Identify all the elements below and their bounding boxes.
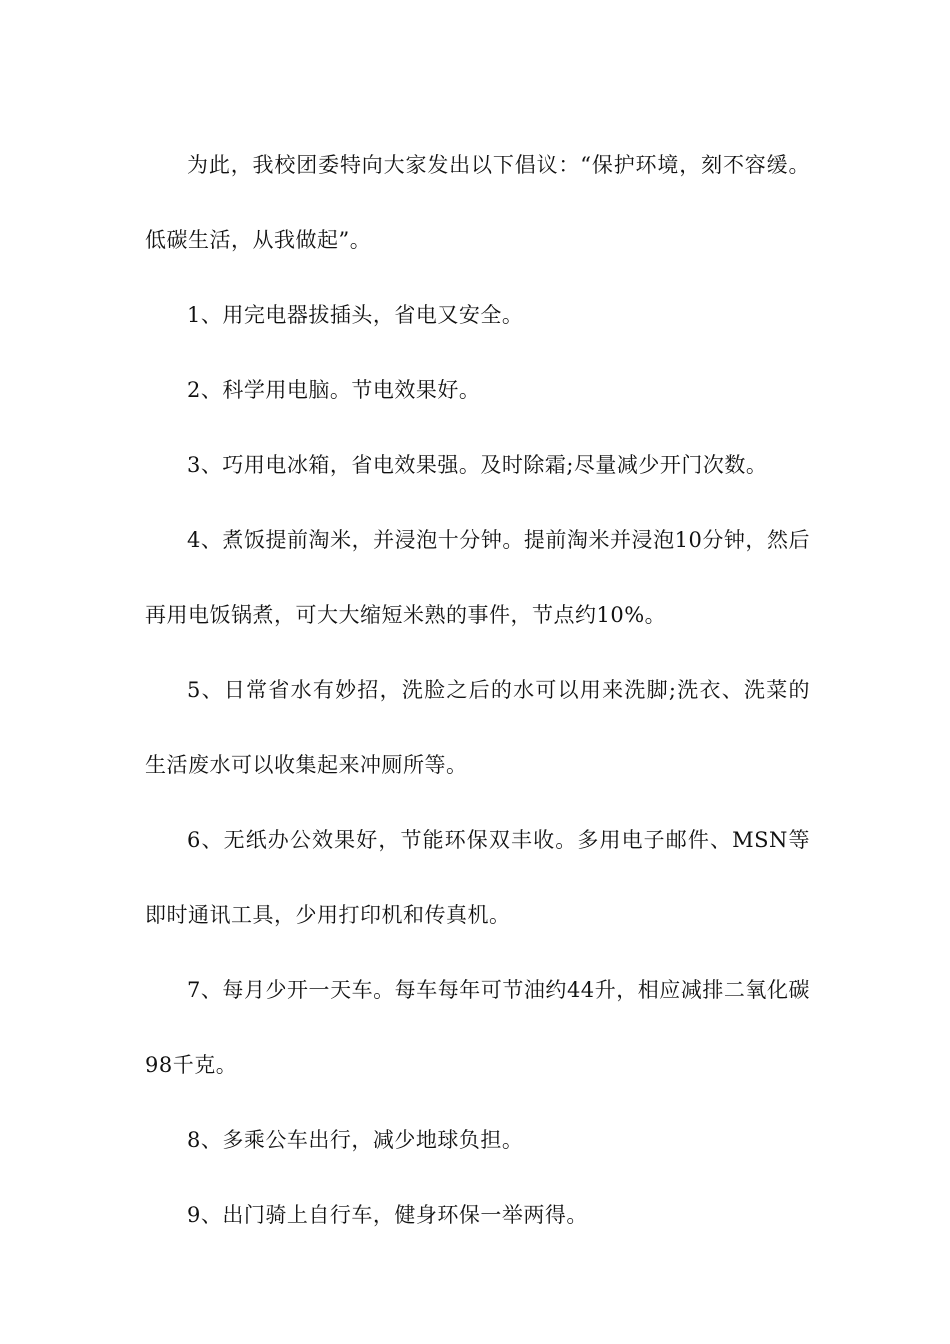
list-item-6: 6、无纸办公效果好，节能环保双丰收。多用电子邮件、MSN等即时通讯工具，少用打印机和传真机。 xyxy=(145,828,810,927)
list-item-5: 5、日常省水有妙招，洗脸之后的水可以用来洗脚;洗衣、洗菜的生活废水可以收集起来冲厕所等。 xyxy=(145,678,810,777)
list-item-1: 1、用完电器拔插头，省电又安全。 xyxy=(187,303,524,327)
list-item-3: 3、巧用电冰箱，省电效果强。及时除霜;尽量减少开门次数。 xyxy=(187,453,768,477)
list-item-4: 4、煮饭提前淘米，并浸泡十分钟。提前淘米并浸泡10分钟，然后再用电饭锅煮，可大大缩短米熟的事件，节点约10%。 xyxy=(145,528,810,627)
intro-paragraph: 为此，我校团委特向大家发出以下倡议：“保护环境，刻不容缓。低碳生活，从我做起”。 xyxy=(145,153,810,252)
list-item-7: 7、每月少开一天车。每车每年可节油约44升，相应减排二氧化碳98千克。 xyxy=(145,978,810,1077)
list-item-8: 8、多乘公车出行，减少地球负担。 xyxy=(187,1128,524,1152)
list-item-9: 9、出门骑上自行车，健身环保一举两得。 xyxy=(187,1203,588,1227)
list-item-2: 2、科学用电脑。节电效果好。 xyxy=(187,378,481,402)
document-body xyxy=(145,128,810,1253)
